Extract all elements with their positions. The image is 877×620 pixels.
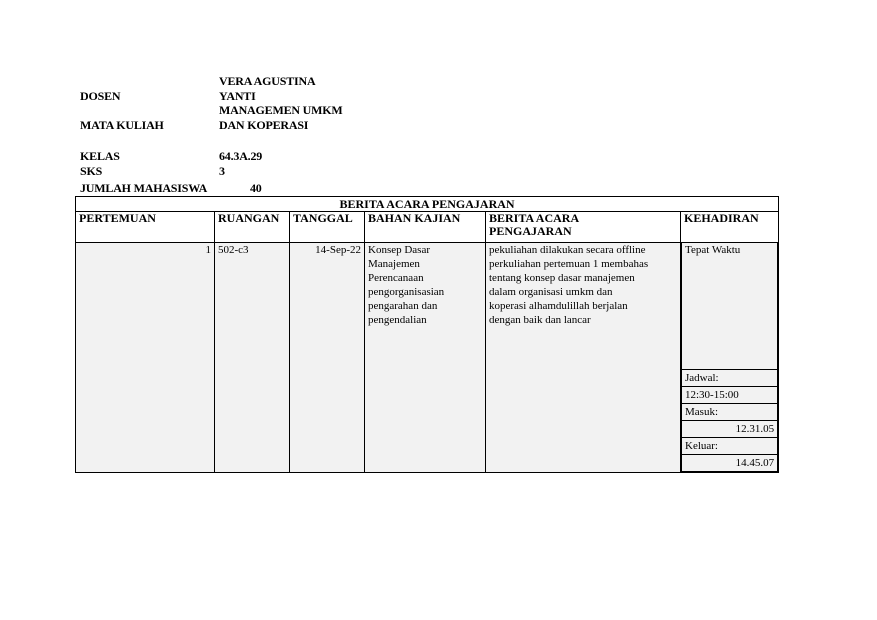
col-header-ruangan: RUANGAN	[215, 212, 290, 243]
masuk-value: 12.31.05	[682, 421, 778, 438]
berita-line: pekuliahan dilakukan secara offline	[489, 244, 646, 256]
keluar-label: Keluar:	[682, 438, 778, 455]
jadwal-value: 12:30-15:00	[682, 387, 778, 404]
bahan-line: Manajemen	[368, 258, 420, 270]
bahan-line: pengarahan dan	[368, 300, 438, 312]
mata-kuliah-label: MATA KULIAH	[80, 118, 164, 132]
cell-berita-acara	[486, 243, 681, 473]
cell-kehadiran	[681, 243, 779, 473]
cell-pertemuan: 1	[76, 243, 215, 473]
cell-bahan-kajian	[365, 243, 486, 473]
bahan-line: pengorganisasian	[368, 286, 445, 298]
keluar-value: 14.45.07	[682, 455, 778, 472]
col-header-kehadiran: KEHADIRAN	[681, 212, 779, 243]
cell-ruangan: 502-c3	[215, 243, 290, 473]
berita-line: tentang konsep dasar manajemen	[489, 272, 635, 284]
col-header-tanggal: TANGGAL	[290, 212, 365, 243]
cell-tanggal: 14-Sep-22	[290, 243, 365, 473]
jumlah-mahasiswa-value: 40	[250, 181, 262, 195]
col-header-berita-line2: PENGAJARAN	[489, 224, 572, 238]
berita-acara-table	[75, 196, 779, 473]
jadwal-label: Jadwal:	[682, 370, 778, 387]
bahan-line: Konsep Dasar	[368, 244, 431, 256]
table-row	[76, 243, 779, 473]
bahan-line: pengendalian	[368, 314, 427, 326]
col-header-bahan-kajian: BAHAN KAJIAN	[365, 212, 486, 243]
mata-kuliah-line2: DAN KOPERASI	[219, 118, 309, 132]
berita-line: dalam organisasi umkm dan	[489, 286, 613, 298]
kelas-value: 64.3A.29	[219, 149, 263, 163]
mata-kuliah-line1: MANAGEMEN UMKM	[219, 103, 343, 117]
col-header-berita-acara	[486, 212, 681, 243]
berita-line: dengan baik dan lancar	[489, 314, 591, 326]
col-header-pertemuan: PERTEMUAN	[76, 212, 215, 243]
col-header-berita-line1: BERITA ACARA	[489, 211, 580, 225]
jumlah-mahasiswa-label: JUMLAH MAHASISWA	[80, 181, 208, 195]
bahan-line: Perencanaan	[368, 272, 424, 284]
table-title: BERITA ACARA PENGAJARAN	[76, 197, 779, 212]
masuk-label: Masuk:	[682, 404, 778, 421]
sks-label: SKS	[80, 164, 103, 178]
dosen-label: DOSEN	[80, 89, 121, 103]
kehadiran-status: Tepat Waktu	[682, 243, 778, 370]
berita-line: perkuliahan pertemuan 1 membahas	[489, 258, 649, 270]
dosen-name-line2: YANTI	[219, 89, 256, 103]
kelas-label: KELAS	[80, 149, 120, 163]
kehadiran-detail	[681, 243, 778, 472]
sks-value: 3	[219, 164, 225, 178]
dosen-name-line1: VERA AGUSTINA	[219, 74, 316, 88]
berita-line: koperasi alhamdulillah berjalan	[489, 300, 628, 312]
